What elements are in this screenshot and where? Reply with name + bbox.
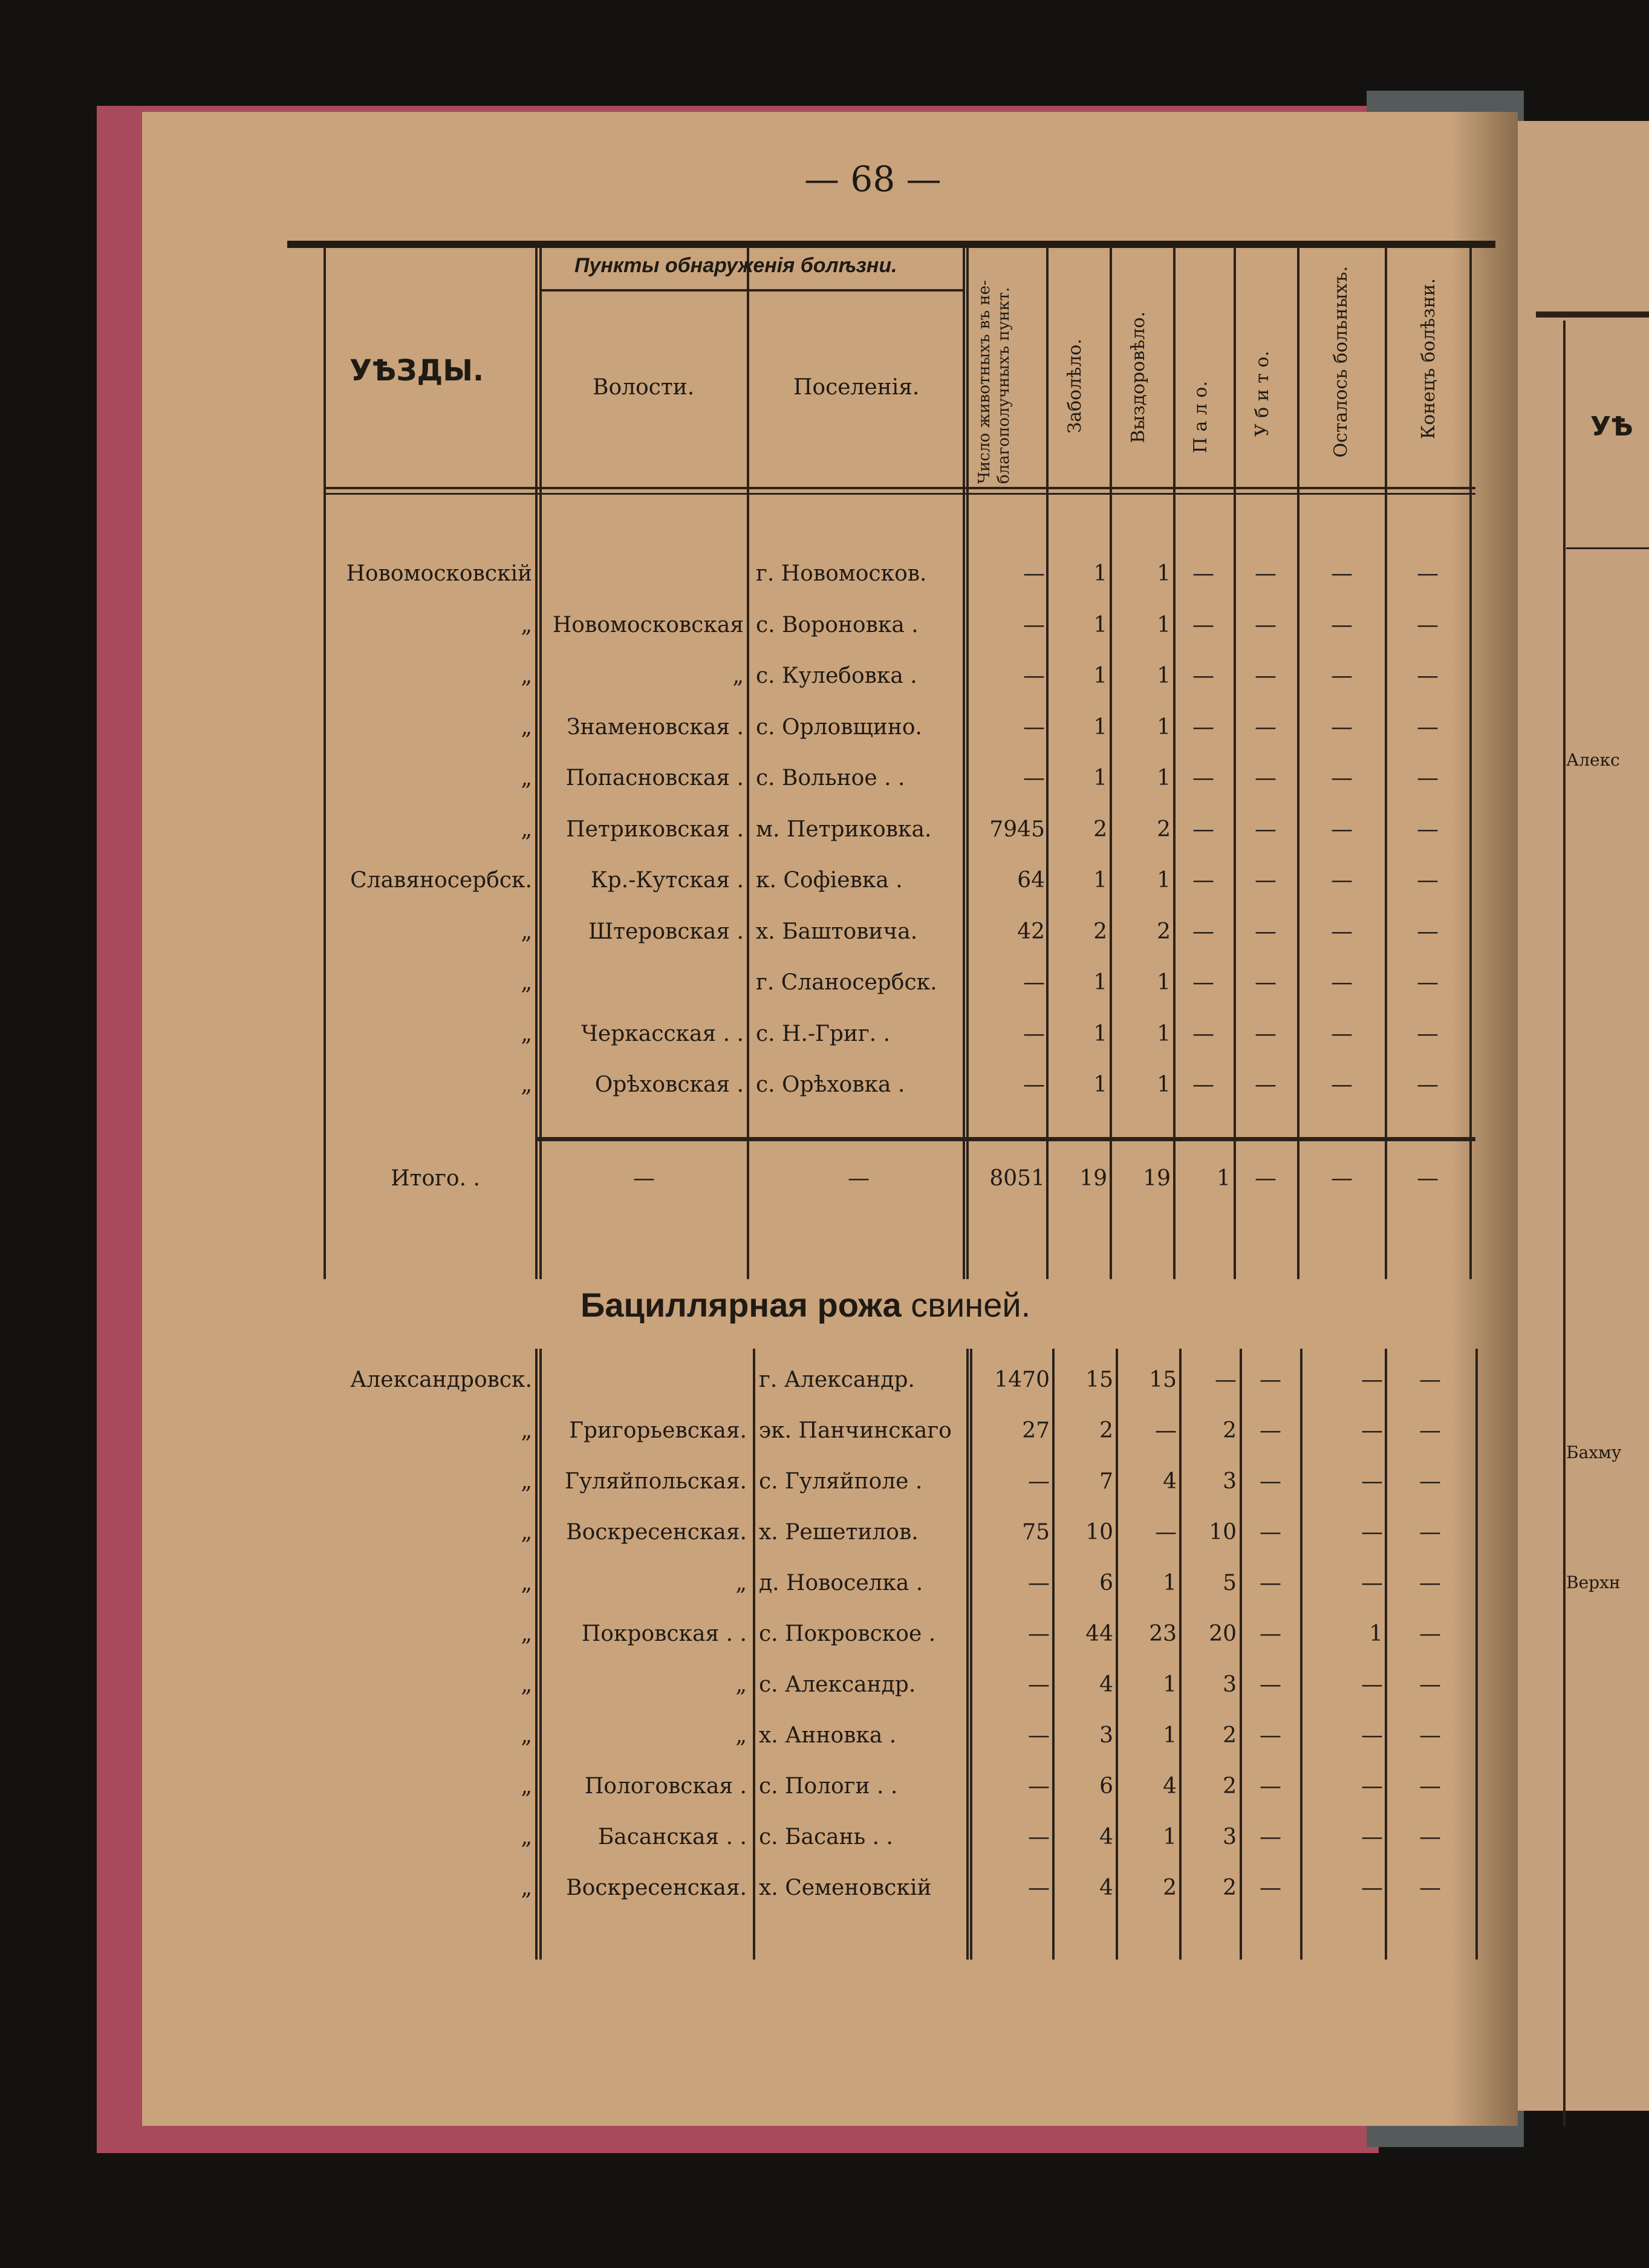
cell-zhiv: — bbox=[1028, 1875, 1050, 1900]
header-bottom-rule bbox=[324, 493, 1475, 495]
cell-uezd: „ bbox=[521, 816, 532, 842]
cell-vyzd: 1 bbox=[1157, 1021, 1171, 1046]
cell-ost: — bbox=[1331, 919, 1353, 944]
cell-zhiv: — bbox=[1028, 1571, 1050, 1595]
cell-volost: Орѣховская . bbox=[594, 1072, 744, 1097]
cell-zhiv: 27 bbox=[1022, 1418, 1050, 1443]
cell-zhiv: — bbox=[1028, 1469, 1050, 1494]
cell-uezd: „ bbox=[521, 1875, 532, 1900]
cell-palo: 2 bbox=[1223, 1418, 1237, 1443]
cell-konec: — bbox=[1417, 612, 1439, 637]
cell-ost: — bbox=[1361, 1875, 1383, 1900]
cell-volost: „ bbox=[732, 663, 744, 688]
cell-zhiv: — bbox=[1028, 1774, 1050, 1799]
cell-poselenie: х. Анновка . bbox=[759, 1723, 897, 1748]
section-title-rest: свиней. bbox=[911, 1286, 1031, 1324]
cell-palo: — bbox=[1192, 868, 1214, 893]
cell-zhiv: — bbox=[1028, 1825, 1050, 1849]
right-page-column-line bbox=[1563, 321, 1566, 2126]
cell-zab: 1 bbox=[1093, 868, 1107, 893]
header-animals-count: Число животныхъ въ не-благополучныхъ пункт. bbox=[975, 280, 1013, 484]
cell-konec: — bbox=[1419, 1571, 1441, 1595]
cell-poselenie: д. Новоселка . bbox=[759, 1571, 923, 1595]
cell-palo: — bbox=[1192, 561, 1214, 586]
cell-uezd: „ bbox=[521, 1469, 532, 1494]
cell-konec: — bbox=[1417, 1072, 1439, 1097]
cell-palo: — bbox=[1192, 1021, 1214, 1046]
cell-konec: — bbox=[1419, 1469, 1441, 1494]
cell-volost: Воскресенская. bbox=[566, 1875, 747, 1900]
cell-vyzd: 1 bbox=[1163, 1672, 1177, 1697]
cell-vyzd: 1 bbox=[1157, 561, 1171, 586]
total-cell-poselenie: — bbox=[848, 1166, 870, 1191]
cell-palo: 20 bbox=[1209, 1621, 1237, 1646]
cell-konec: — bbox=[1417, 1021, 1439, 1046]
right-page-row-label: Бахму bbox=[1566, 1442, 1622, 1462]
total-cell-ubito: — bbox=[1255, 1166, 1277, 1191]
cell-ost: — bbox=[1331, 766, 1353, 790]
cell-ost: — bbox=[1361, 1469, 1383, 1494]
cell-palo: — bbox=[1192, 612, 1214, 637]
cell-zhiv: 75 bbox=[1022, 1520, 1050, 1545]
cell-vyzd: 1 bbox=[1163, 1723, 1177, 1748]
cell-vyzd: — bbox=[1155, 1520, 1177, 1545]
column-line bbox=[1300, 1349, 1303, 1960]
cell-poselenie: с. Кулебовка . bbox=[756, 663, 917, 688]
column-line bbox=[1052, 1349, 1055, 1960]
right-page-rule bbox=[1536, 311, 1649, 318]
cell-ubito: — bbox=[1255, 919, 1277, 944]
table-top-rule bbox=[287, 241, 1495, 248]
header-sub-rule bbox=[539, 289, 964, 292]
cell-zab: 4 bbox=[1099, 1825, 1113, 1849]
total-cell-volost: — bbox=[633, 1166, 655, 1191]
cell-palo: 5 bbox=[1223, 1571, 1237, 1595]
cell-uezd: Новомосковскій bbox=[346, 561, 532, 586]
column-line bbox=[747, 248, 749, 1279]
cell-zhiv: — bbox=[1023, 714, 1045, 740]
column-line bbox=[1385, 248, 1387, 1279]
cell-ubito: — bbox=[1260, 1723, 1281, 1748]
cell-zhiv: — bbox=[1023, 1021, 1045, 1046]
cell-palo: — bbox=[1192, 919, 1214, 944]
cell-zhiv: — bbox=[1023, 1072, 1045, 1097]
header-konec: Конецъ болѣзни. bbox=[1418, 278, 1439, 440]
cell-poselenie: с. Орловщино. bbox=[756, 714, 922, 740]
cell-volost: Кр.-Кутская . bbox=[590, 868, 744, 893]
column-line bbox=[324, 248, 326, 1279]
cell-poselenie: г. Новомосков. bbox=[756, 561, 927, 586]
cell-poselenie: м. Петриковка. bbox=[756, 816, 932, 842]
cell-ost: — bbox=[1331, 561, 1353, 586]
cell-ost: — bbox=[1331, 1021, 1353, 1046]
cell-zab: 1 bbox=[1093, 561, 1107, 586]
cell-uezd: „ bbox=[521, 1571, 532, 1595]
cell-volost: Григорьевская. bbox=[569, 1418, 747, 1443]
header-zabolelo: Заболѣло. bbox=[1064, 339, 1085, 434]
cell-poselenie: г. Александр. bbox=[759, 1367, 915, 1392]
cell-zab: 1 bbox=[1093, 1072, 1107, 1097]
cell-vyzd: 15 bbox=[1149, 1367, 1177, 1392]
cell-zhiv: 64 bbox=[1017, 868, 1045, 893]
total-cell-konec: — bbox=[1417, 1166, 1439, 1191]
cell-volost: Попасновская . bbox=[565, 766, 744, 790]
cell-ubito: — bbox=[1255, 612, 1277, 637]
cell-konec: — bbox=[1417, 714, 1439, 740]
cell-vyzd: 1 bbox=[1157, 868, 1171, 893]
cell-ost: — bbox=[1361, 1367, 1383, 1392]
cell-uezd: „ bbox=[521, 663, 532, 688]
cell-volost: Воскресенская. bbox=[566, 1520, 747, 1545]
cell-ost: — bbox=[1361, 1825, 1383, 1849]
column-line bbox=[1046, 248, 1049, 1279]
cell-uezd: „ bbox=[521, 612, 532, 637]
cell-zab: 4 bbox=[1099, 1672, 1113, 1697]
cell-uezd: „ bbox=[521, 1621, 532, 1646]
cell-ost: — bbox=[1331, 1072, 1353, 1097]
cell-ubito: — bbox=[1255, 561, 1277, 586]
cell-uezd: Славяносербск. bbox=[350, 868, 532, 893]
cell-ubito: — bbox=[1255, 766, 1277, 790]
cell-zhiv: — bbox=[1028, 1621, 1050, 1646]
cell-palo: 3 bbox=[1223, 1469, 1237, 1494]
column-line bbox=[535, 248, 538, 1279]
cell-volost: Пологовская . bbox=[584, 1774, 747, 1799]
cell-ubito: — bbox=[1255, 1021, 1277, 1046]
column-line bbox=[1234, 248, 1236, 1279]
cell-zab: 44 bbox=[1085, 1621, 1113, 1646]
cell-uezd: „ bbox=[521, 1825, 532, 1849]
cell-uezd: „ bbox=[521, 970, 532, 995]
cell-vyzd: 1 bbox=[1157, 714, 1171, 740]
column-line bbox=[539, 1349, 542, 1960]
total-cell-uezd: Итого. . bbox=[391, 1166, 480, 1191]
cell-ost: — bbox=[1361, 1418, 1383, 1443]
right-page bbox=[1518, 121, 1649, 2111]
cell-uezd: „ bbox=[521, 1774, 532, 1799]
cell-ubito: — bbox=[1255, 816, 1277, 842]
cell-poselenie: эк. Панчинскаго bbox=[759, 1418, 952, 1443]
cell-zab: 1 bbox=[1093, 970, 1107, 995]
right-page-header-line bbox=[1566, 547, 1649, 549]
cell-konec: — bbox=[1419, 1672, 1441, 1697]
cell-konec: — bbox=[1419, 1723, 1441, 1748]
cell-volost: Штеровская . bbox=[588, 919, 744, 944]
cell-ost: — bbox=[1331, 663, 1353, 688]
column-line bbox=[539, 248, 542, 1279]
cell-poselenie: с. Басань . . bbox=[759, 1825, 893, 1849]
cell-volost: „ bbox=[735, 1723, 747, 1748]
cell-zhiv: — bbox=[1023, 561, 1045, 586]
cell-konec: — bbox=[1417, 816, 1439, 842]
cell-ubito: — bbox=[1260, 1774, 1281, 1799]
cell-konec: — bbox=[1417, 663, 1439, 688]
cell-ost: — bbox=[1331, 612, 1353, 637]
cell-zab: 4 bbox=[1099, 1875, 1113, 1900]
header-palo: П а л о. bbox=[1190, 381, 1211, 454]
header-vyzdorovelo: Выздоровѣло. bbox=[1128, 311, 1149, 443]
cell-uezd: Александровск. bbox=[350, 1367, 532, 1392]
cell-poselenie: с. Александр. bbox=[759, 1672, 916, 1697]
cell-zab: 1 bbox=[1093, 663, 1107, 688]
right-page-header: УѢ bbox=[1590, 411, 1633, 442]
cell-ubito: — bbox=[1255, 714, 1277, 740]
cell-poselenie: с. Гуляйполе . bbox=[759, 1469, 923, 1494]
cell-ubito: — bbox=[1255, 663, 1277, 688]
cell-konec: — bbox=[1419, 1621, 1441, 1646]
cell-volost: „ bbox=[735, 1571, 747, 1595]
cell-poselenie: х. Баштовича. bbox=[756, 919, 918, 944]
cell-palo: — bbox=[1192, 1072, 1214, 1097]
header-punkty: Пункты обнаруженія болѣзни. bbox=[574, 254, 897, 277]
cell-palo: 10 bbox=[1209, 1520, 1237, 1545]
cell-uezd: „ bbox=[521, 1723, 532, 1748]
cell-zab: 7 bbox=[1099, 1469, 1113, 1494]
column-line bbox=[535, 1349, 538, 1960]
cell-palo: 2 bbox=[1223, 1723, 1237, 1748]
cell-ubito: — bbox=[1260, 1672, 1281, 1697]
cell-poselenie: с. Н.-Григ. . bbox=[756, 1021, 891, 1046]
cell-ost: 1 bbox=[1369, 1621, 1383, 1646]
cell-poselenie: г. Сланосербск. bbox=[756, 970, 937, 995]
total-cell-vyzd: 19 bbox=[1143, 1166, 1171, 1191]
cell-ubito: — bbox=[1260, 1621, 1281, 1646]
cell-ubito: — bbox=[1260, 1418, 1281, 1443]
cell-konec: — bbox=[1417, 766, 1439, 790]
cell-ubito: — bbox=[1260, 1469, 1281, 1494]
cell-konec: — bbox=[1419, 1367, 1441, 1392]
cell-konec: — bbox=[1417, 970, 1439, 995]
cell-zhiv: — bbox=[1023, 970, 1045, 995]
cell-poselenie: с. Вольное . . bbox=[756, 766, 905, 790]
column-line bbox=[1385, 1349, 1387, 1960]
cell-ubito: — bbox=[1255, 970, 1277, 995]
page-number: — 68 — bbox=[804, 158, 942, 200]
total-cell-zab: 19 bbox=[1079, 1166, 1107, 1191]
cell-volost: Знаменовская . bbox=[567, 714, 744, 740]
column-line bbox=[1116, 1349, 1118, 1960]
column-line bbox=[1475, 1349, 1478, 1960]
cell-palo: — bbox=[1192, 714, 1214, 740]
cell-ubito: — bbox=[1260, 1367, 1281, 1392]
cell-zhiv: — bbox=[1023, 766, 1045, 790]
cell-ost: — bbox=[1331, 868, 1353, 893]
cell-palo: — bbox=[1192, 970, 1214, 995]
cell-palo: 2 bbox=[1223, 1875, 1237, 1900]
cell-vyzd: 2 bbox=[1157, 816, 1171, 842]
cell-uezd: „ bbox=[521, 1520, 532, 1545]
cell-zhiv: — bbox=[1028, 1723, 1050, 1748]
column-line bbox=[1469, 248, 1472, 1279]
cell-vyzd: 4 bbox=[1163, 1469, 1177, 1494]
right-page-row-label: Верхн bbox=[1566, 1572, 1621, 1592]
cell-zab: 1 bbox=[1093, 612, 1107, 637]
cell-volost: Черкасская . . bbox=[581, 1021, 744, 1046]
section-title bbox=[581, 1285, 1030, 1325]
cell-ubito: — bbox=[1260, 1875, 1281, 1900]
cell-ubito: — bbox=[1260, 1571, 1281, 1595]
column-line bbox=[753, 1349, 755, 1960]
total-cell-ost: — bbox=[1331, 1166, 1353, 1191]
cell-poselenie: к. Софіевка . bbox=[756, 868, 903, 893]
cell-vyzd: — bbox=[1155, 1418, 1177, 1443]
header-poseleniya: Поселенія. bbox=[793, 375, 920, 400]
cell-volost: „ bbox=[735, 1672, 747, 1697]
cell-palo: 2 bbox=[1223, 1774, 1237, 1799]
header-uezdy: УѢЗДЫ. bbox=[350, 354, 484, 388]
cell-zab: 1 bbox=[1093, 1021, 1107, 1046]
cell-zab: 6 bbox=[1099, 1571, 1113, 1595]
column-line bbox=[1179, 1349, 1182, 1960]
cell-palo: — bbox=[1192, 766, 1214, 790]
header-volosti: Волости. bbox=[593, 375, 695, 400]
cell-konec: — bbox=[1417, 561, 1439, 586]
cell-ubito: — bbox=[1260, 1520, 1281, 1545]
header-ubito: У б и т о. bbox=[1252, 351, 1273, 437]
cell-vyzd: 2 bbox=[1163, 1875, 1177, 1900]
cell-ost: — bbox=[1361, 1571, 1383, 1595]
cell-uezd: „ bbox=[521, 714, 532, 740]
cell-ost: — bbox=[1361, 1774, 1383, 1799]
cell-zab: 3 bbox=[1099, 1723, 1113, 1748]
cell-ost: — bbox=[1361, 1672, 1383, 1697]
cell-palo: — bbox=[1192, 816, 1214, 842]
cell-zhiv: 7945 bbox=[989, 816, 1045, 842]
column-line bbox=[1173, 248, 1176, 1279]
cell-zab: 10 bbox=[1085, 1520, 1113, 1545]
cell-volost: Новомосковская bbox=[552, 612, 744, 637]
cell-konec: — bbox=[1419, 1875, 1441, 1900]
cell-zab: 2 bbox=[1099, 1418, 1113, 1443]
cell-zab: 15 bbox=[1085, 1367, 1113, 1392]
cell-ubito: — bbox=[1255, 1072, 1277, 1097]
cell-konec: — bbox=[1419, 1774, 1441, 1799]
cell-poselenie: с. Пологи . . bbox=[759, 1774, 898, 1799]
cell-palo: — bbox=[1215, 1367, 1237, 1392]
cell-palo: 3 bbox=[1223, 1825, 1237, 1849]
cell-konec: — bbox=[1417, 919, 1439, 944]
cell-uezd: „ bbox=[521, 1418, 532, 1443]
cell-ost: — bbox=[1331, 714, 1353, 740]
cell-zab: 1 bbox=[1093, 766, 1107, 790]
cell-ost: — bbox=[1331, 970, 1353, 995]
cell-zhiv: 42 bbox=[1017, 919, 1045, 944]
cell-zhiv: — bbox=[1023, 663, 1045, 688]
cell-vyzd: 1 bbox=[1157, 1072, 1171, 1097]
cell-vyzd: 23 bbox=[1149, 1621, 1177, 1646]
column-line bbox=[1240, 1349, 1242, 1960]
cell-ubito: — bbox=[1255, 868, 1277, 893]
cell-zhiv: — bbox=[1023, 612, 1045, 637]
column-line bbox=[1297, 248, 1299, 1279]
cell-vyzd: 1 bbox=[1163, 1825, 1177, 1849]
total-cell-zhiv: 8051 bbox=[989, 1166, 1045, 1191]
column-line bbox=[963, 248, 965, 1279]
cell-zhiv: — bbox=[1028, 1672, 1050, 1697]
cell-vyzd: 1 bbox=[1157, 766, 1171, 790]
cell-vyzd: 1 bbox=[1163, 1571, 1177, 1595]
cell-ubito: — bbox=[1260, 1825, 1281, 1849]
section-title-bold: Бациллярная рожа bbox=[581, 1286, 902, 1324]
cell-volost: Петриковская . bbox=[566, 816, 744, 842]
cell-ost: — bbox=[1361, 1723, 1383, 1748]
cell-uezd: „ bbox=[521, 919, 532, 944]
cell-vyzd: 4 bbox=[1163, 1774, 1177, 1799]
cell-zab: 6 bbox=[1099, 1774, 1113, 1799]
cell-poselenie: с. Покровское . bbox=[759, 1621, 936, 1646]
right-page-row-label: Алекс bbox=[1566, 750, 1620, 770]
cell-vyzd: 1 bbox=[1157, 612, 1171, 637]
cell-konec: — bbox=[1419, 1520, 1441, 1545]
cell-uezd: „ bbox=[521, 766, 532, 790]
cell-zhiv: 1470 bbox=[994, 1367, 1050, 1392]
cell-vyzd: 2 bbox=[1157, 919, 1171, 944]
cell-zab: 2 bbox=[1093, 816, 1107, 842]
cell-volost: Покровская . . bbox=[581, 1621, 747, 1646]
cell-poselenie: с. Вороновка . bbox=[756, 612, 919, 637]
cell-konec: — bbox=[1417, 868, 1439, 893]
header-ostalos: Осталось больныхъ. bbox=[1330, 266, 1351, 458]
total-cell-palo: 1 bbox=[1217, 1166, 1231, 1191]
cell-volost: Гуляйпольская. bbox=[564, 1469, 747, 1494]
cell-uezd: „ bbox=[521, 1072, 532, 1097]
cell-ost: — bbox=[1361, 1520, 1383, 1545]
cell-poselenie: х. Решетилов. bbox=[759, 1520, 919, 1545]
cell-uezd: „ bbox=[521, 1021, 532, 1046]
cell-palo: 3 bbox=[1223, 1672, 1237, 1697]
cell-vyzd: 1 bbox=[1157, 663, 1171, 688]
cell-zab: 1 bbox=[1093, 714, 1107, 740]
cell-uezd: „ bbox=[521, 1672, 532, 1697]
header-bottom-rule bbox=[324, 487, 1475, 489]
cell-konec: — bbox=[1419, 1825, 1441, 1849]
cell-poselenie: х. Семеновскій bbox=[759, 1875, 932, 1900]
column-line bbox=[1110, 248, 1112, 1279]
cell-vyzd: 1 bbox=[1157, 970, 1171, 995]
cell-ost: — bbox=[1331, 816, 1353, 842]
cell-konec: — bbox=[1419, 1418, 1441, 1443]
cell-poselenie: с. Орѣховка . bbox=[756, 1072, 905, 1097]
cell-volost: Басанская . . bbox=[597, 1825, 747, 1849]
total-rule bbox=[535, 1137, 1475, 1141]
cell-zab: 2 bbox=[1093, 919, 1107, 944]
cell-palo: — bbox=[1192, 663, 1214, 688]
